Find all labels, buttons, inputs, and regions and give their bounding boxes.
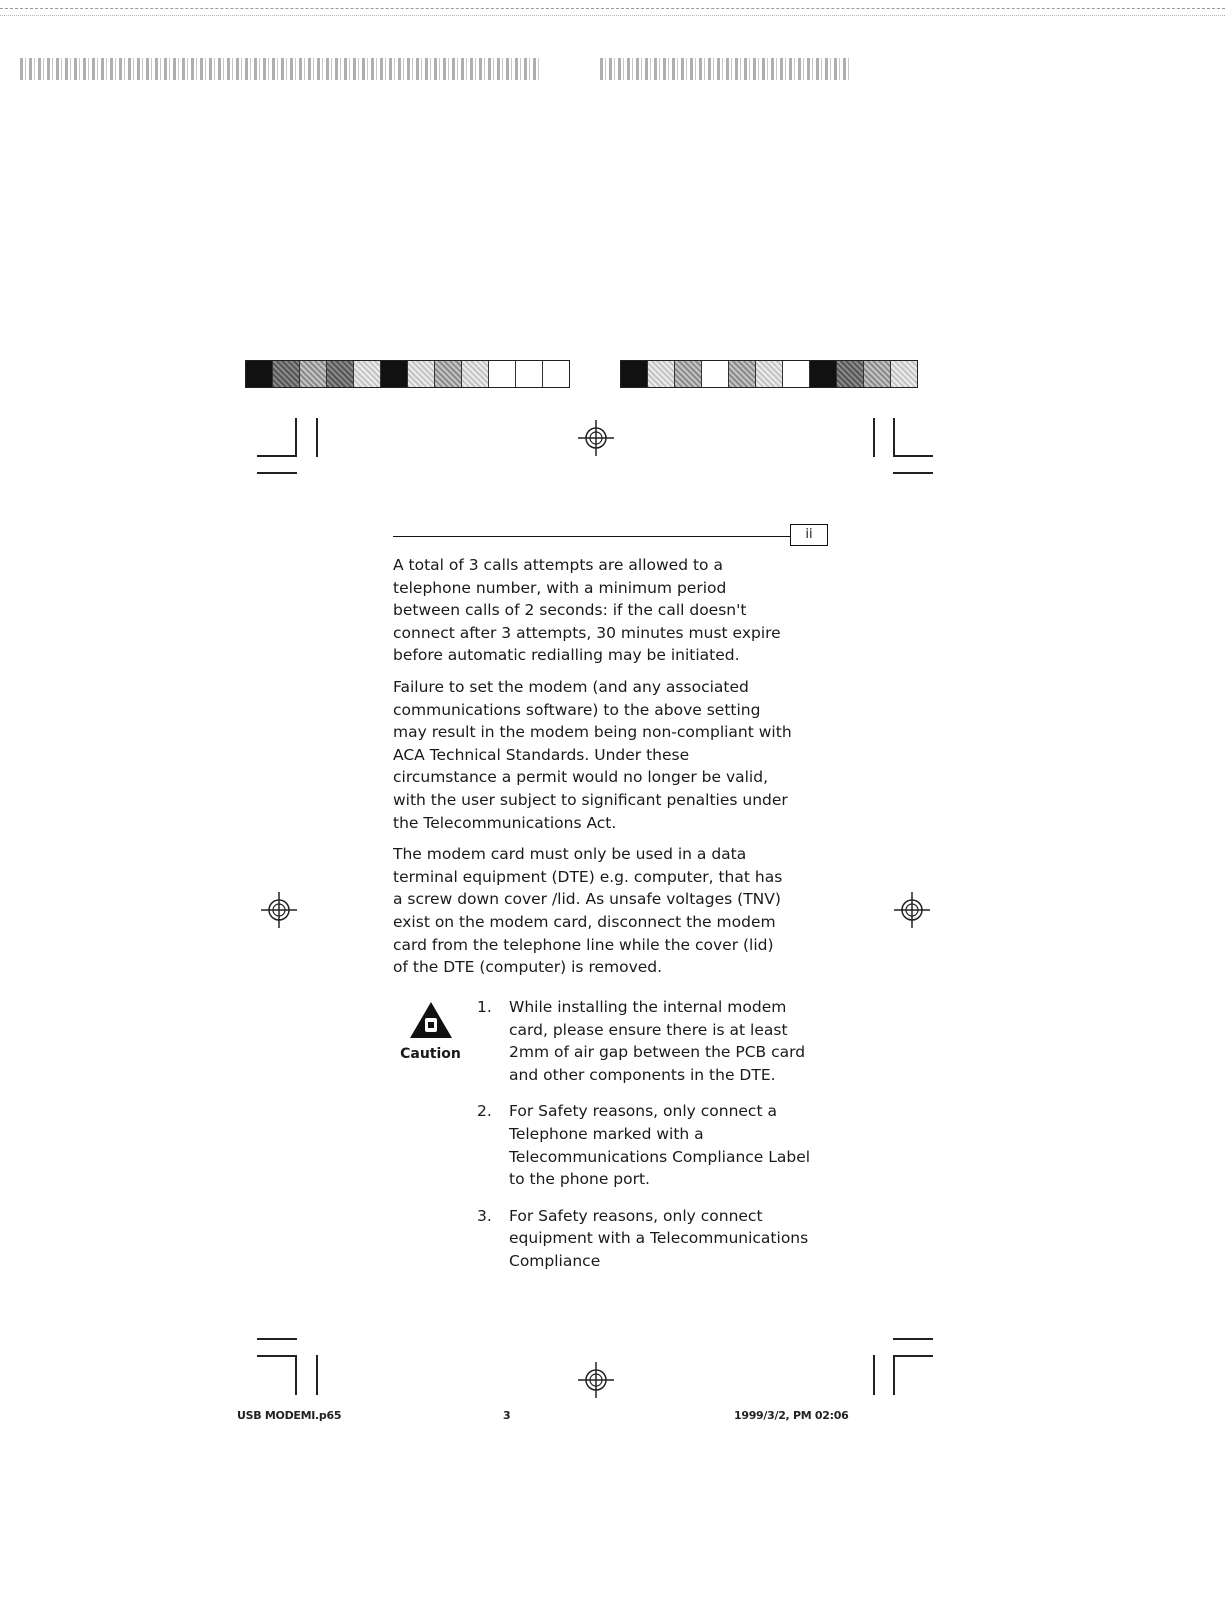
registration-target-icon <box>578 1362 614 1398</box>
header-rule <box>393 536 790 537</box>
list-item-number: 1. <box>477 998 492 1016</box>
paragraph-compliance: Failure to set the modem (and any associated communications software) to the above setting may result in the modem being non-compliant with ACA Technical Standards. Under these circumstance a permit would no longer be valid, with the user subject to significant penalties under the Telecommunications Act. <box>393 677 792 832</box>
list-item-text: For Safety reasons, only connect equipment with a Telecommunications Compliance <box>509 1206 809 1270</box>
footer-page: 3 <box>503 1409 511 1422</box>
registration-target-icon <box>578 420 614 456</box>
page-number-box: ii <box>790 524 828 546</box>
list-item-number: 3. <box>477 1206 492 1225</box>
list-item <box>477 1100 817 1190</box>
registration-target-icon <box>894 892 930 928</box>
scan-noise-band <box>600 58 850 80</box>
paragraph-dte-cover: The modem card must only be used in a data terminal equipment (DTE) e.g. computer, that has a screw down cover /lid. As unsafe voltages (TNV) exist on the modem card, disconnect the modem card from the telephone line while the cover (lid) of the DTE (computer) is removed. <box>393 845 783 977</box>
calibration-bar-right <box>620 360 918 388</box>
scan-noise-band <box>20 58 540 80</box>
footer-timestamp: 1999/3/2, PM 02:06 <box>734 1409 849 1422</box>
caution-label: Caution <box>400 1046 461 1062</box>
paragraph-call-attempts: A total of 3 calls attempts are allowed to a telephone number, with a minimum period between calls of 2 seconds: if the call doesn't connect after 3 attempts, 30 minutes must expire before automatic redialling may be initiated. <box>393 556 781 665</box>
body-text <box>393 554 793 988</box>
list-item-number: 2. <box>477 1102 492 1121</box>
footer-file: USB MODEMI.p65 <box>237 1409 342 1422</box>
registration-target-icon <box>261 892 297 928</box>
list-item <box>477 996 817 1086</box>
list-item <box>477 1205 817 1273</box>
scan-noise-line <box>0 8 1225 9</box>
caution-list <box>477 996 817 1287</box>
caution-block <box>393 1000 468 1062</box>
scan-noise-line <box>0 15 1225 16</box>
caution-triangle-icon <box>408 1000 454 1040</box>
list-item-text: For Safety reasons, only connect a Telephone marked with a Telecommunications Compliance Label to the phone port. <box>509 1102 811 1189</box>
list-item-text: While installing the internal modem card, please ensure there is at least 2mm of air gap between the PCB card and other components in the DTE. <box>509 998 806 1084</box>
calibration-bar-left <box>245 360 570 388</box>
